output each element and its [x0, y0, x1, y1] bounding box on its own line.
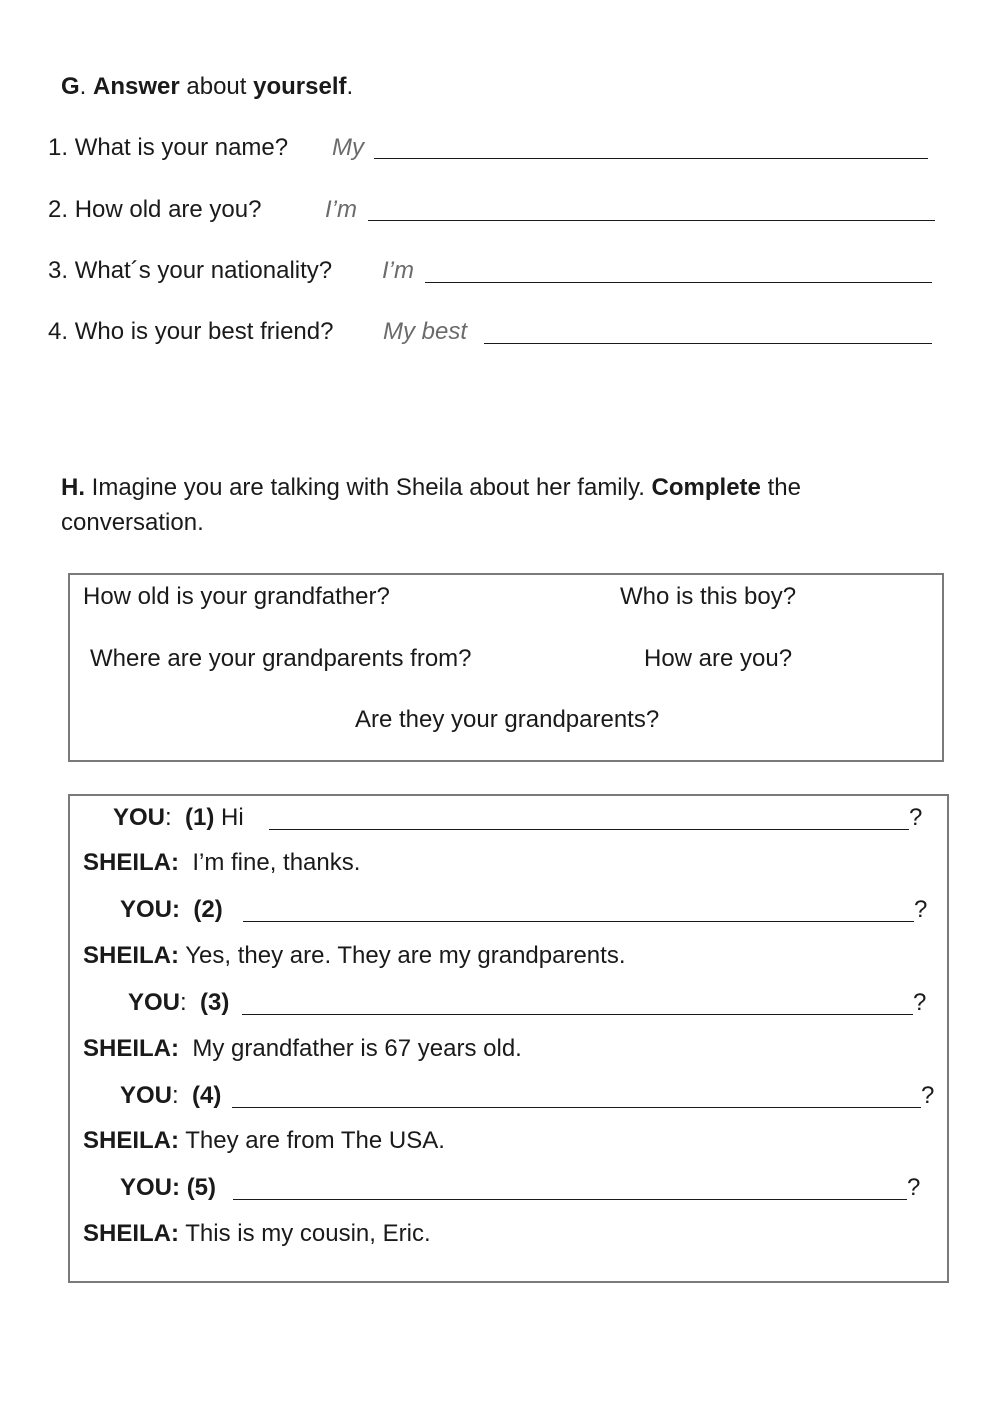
intro-complete: Complete — [651, 474, 761, 501]
section-g-letter: G — [61, 73, 80, 100]
question-mark-1: ? — [909, 804, 923, 831]
answer-line-4[interactable] — [484, 343, 932, 344]
question-mark-2: ? — [914, 896, 928, 923]
you-line-3: YOU: (3) — [128, 989, 230, 1016]
bank-item-who-boy: Who is this boy? — [620, 583, 797, 610]
sheila-line-1: SHEILA: I’m fine, thanks. — [83, 849, 361, 876]
dialogue-blank-2[interactable] — [243, 921, 914, 922]
section-h-intro-line2: conversation. — [61, 509, 204, 536]
bank-item-how-are-you: How are you? — [644, 645, 793, 672]
sheila-line-5: SHEILA: This is my cousin, Eric. — [83, 1220, 431, 1247]
bank-item-grandparents-from: Where are your grandparents from? — [90, 645, 472, 672]
you-line-4: YOU: (4) — [120, 1082, 222, 1109]
hint-2: I’m — [325, 196, 357, 223]
dialogue-blank-3[interactable] — [242, 1014, 913, 1015]
hint-1: My — [332, 134, 364, 161]
section-g-heading: G. Answer about yourself. — [61, 73, 354, 100]
section-h-letter: H. — [61, 474, 85, 501]
you-line-5: YOU: (5) — [120, 1174, 217, 1201]
you-line-1: YOU: (1) Hi — [113, 804, 244, 831]
answer-line-3[interactable] — [425, 282, 932, 283]
question-mark-3: ? — [913, 989, 927, 1016]
hint-4: My best — [383, 318, 468, 345]
heading-about: about — [186, 73, 247, 100]
sheila-line-3: SHEILA: My grandfather is 67 years old. — [83, 1035, 522, 1062]
you-line-2: YOU: (2) — [120, 896, 223, 923]
answer-line-2[interactable] — [368, 220, 935, 221]
dialogue-blank-1[interactable] — [269, 829, 909, 830]
answer-line-1[interactable] — [374, 158, 928, 159]
section-h-intro: H. Imagine you are talking with Sheila about her family. Complete the — [61, 474, 801, 501]
question-2: 2. How old are you? — [48, 196, 262, 223]
question-4: 4. Who is your best friend? — [48, 318, 334, 345]
question-mark-4: ? — [921, 1082, 935, 1109]
hint-3: I’m — [382, 257, 414, 284]
question-mark-5: ? — [907, 1174, 921, 1201]
question-3: 3. What´s your nationality? — [48, 257, 333, 284]
bank-item-are-they-grandparents: Are they your grandparents? — [355, 706, 660, 733]
sheila-line-4: SHEILA: They are from The USA. — [83, 1127, 445, 1154]
question-1: 1. What is your name? — [48, 134, 289, 161]
dialogue-blank-4[interactable] — [232, 1107, 921, 1108]
sheila-line-2: SHEILA: Yes, they are. They are my grandparents. — [83, 942, 626, 969]
bank-item-grandfather-age: How old is your grandfather? — [83, 583, 390, 610]
heading-yourself: yourself — [253, 73, 347, 100]
dialogue-blank-5[interactable] — [233, 1199, 907, 1200]
heading-answer: Answer — [93, 73, 180, 100]
